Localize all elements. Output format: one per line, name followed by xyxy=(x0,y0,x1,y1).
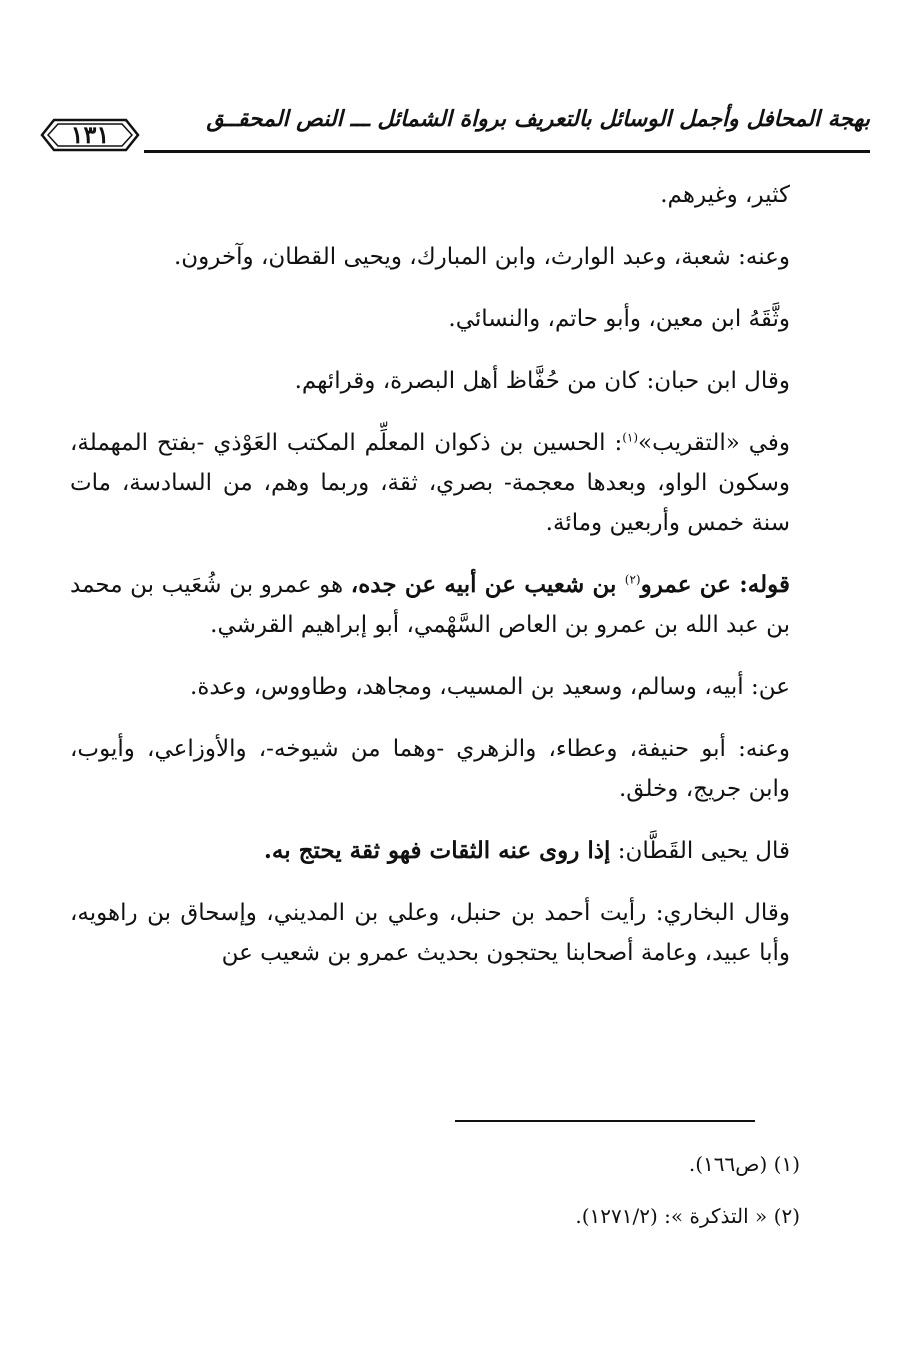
taqrib-text: : الحسين بن ذكوان المعلِّم المكتب العَوْذي -بفتح المهملة، وسكون الواو، وبعدها معجمة- بصري، ثقة، وربما وهم، من xyxy=(70,430,791,496)
page-number: ١٣١ xyxy=(70,120,110,149)
taqrib-intro: وفي «التقريب» xyxy=(638,430,790,456)
main-text xyxy=(70,175,790,995)
qattan-label: قال يحيى القَطَّان: xyxy=(617,838,790,864)
footnote: (٢) « التذكرة »: (١٢٧١/٢). xyxy=(575,1204,800,1228)
page-number-badge xyxy=(40,118,140,152)
qattan-quote: إذا روى عنه الثقات فهو ثقة يحتج به. xyxy=(263,837,611,864)
amr-text: هو عمرو بن شُعَيب بن محمد بن عبد الله بن عمرو بن العاص السَّهْمي، أبو إبراهيم القرشي. xyxy=(70,572,790,638)
paragraph-qattan xyxy=(70,831,790,871)
footnote-ref: (١) xyxy=(622,430,639,445)
footnote-separator xyxy=(455,1120,755,1122)
running-header xyxy=(40,104,870,164)
paragraph-taqrib xyxy=(70,423,790,543)
paragraph: عن: أبيه، وسالم، وسعيد بن المسيب، ومجاهد، وطاووس، وعدة. xyxy=(190,674,790,700)
paragraph: وقال البخاري: رأيت أحمد بن حنبل، وعلي بن المديني، وإسحاق بن راهويه، وأبا عبيد، وعامة أصحابنا يحتجون بحديث عمرو بن شعيب عن xyxy=(70,900,790,966)
paragraph: وقال ابن حبان: كان من حُفَّاظ أهل البصرة، وقرائهم. xyxy=(294,368,790,394)
header-rule xyxy=(144,150,870,153)
paragraph: وعنه: شعبة، وعبد الوارث، وابن المبارك، ويحيى القطان، وآخرون. xyxy=(173,244,790,270)
book-title: بهجة المحافل وأجمل الوسائل بالتعريف برواة الشمائل ـــ النص المحقــق xyxy=(206,106,870,132)
paragraph: وثَّقَهُ ابن معين، وأبو حاتم، والنسائي. xyxy=(448,306,790,332)
footnote: (١) (ص١٦٦). xyxy=(688,1152,800,1176)
footnotes xyxy=(70,1138,800,1242)
footnote-ref: (٢) xyxy=(624,572,641,587)
paragraph: وعنه: أبو حنيفة، وعطاء، والزهري -وهما من شيوخه-، والأوزاعي، وأيوب، وابن جريج، وخلق. xyxy=(70,736,790,802)
paragraph-amr xyxy=(70,565,790,645)
paragraph: كثير، وغيرهم. xyxy=(660,182,790,208)
quoted-phrase-cont: بن شعيب عن أبيه عن جده، xyxy=(350,571,625,598)
taqrib-text-end: السادسة، مات سنة خمس وأربعين ومائة. xyxy=(70,470,790,536)
quoted-phrase: قوله: عن عمرو xyxy=(640,571,790,598)
